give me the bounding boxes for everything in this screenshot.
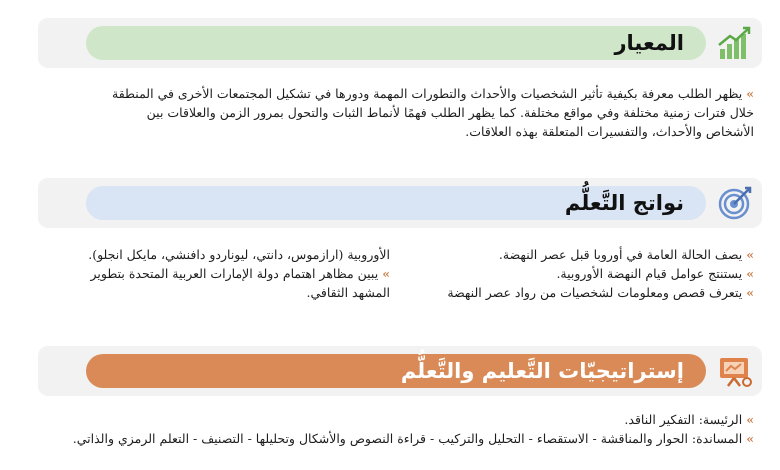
strategy-main: الرئيسة: التفكير الناقد. xyxy=(624,412,743,427)
outcome-item-3-continued: الأوروبية (ارازموس، دانتي، ليوناردو دافنشي، مايكل انجلو). xyxy=(88,247,390,262)
outcomes-right-column xyxy=(424,245,754,302)
outcome-item-3: يتعرف قصص ومعلومات لشخصيات من رواد عصر النهضة xyxy=(447,285,743,300)
bullet-marker: » xyxy=(746,266,754,281)
bullet-marker: » xyxy=(746,247,754,262)
standard-line-1: يظهر الطلب معرفة بكيفية تأثير الشخصيات والأحداث والتطورات المهمة ودورها في تشكيل المجتمعات الأخرى في المنطقة xyxy=(112,86,743,101)
bullet-marker: » xyxy=(746,86,754,101)
standard-line-3: الأشخاص والأحداث، والتفسيرات المتعلقة بهذه العلاقات. xyxy=(465,124,754,139)
outcomes-title-pill xyxy=(86,186,706,220)
outcome-item-4: يبين مظاهر اهتمام دولة الإمارات العربية المتحدة بتطوير xyxy=(90,266,379,281)
standard-title-pill xyxy=(86,26,706,60)
outcomes-title: نواتج التَّعلُّم xyxy=(564,191,684,215)
bullet-marker: » xyxy=(746,431,754,446)
strategies-title-pill xyxy=(86,354,706,388)
strategy-supporting: المساندة: الحوار والمناقشة - الاستقصاء - التحليل والتركيب - قراءة النصوص والأشكال وتحليلها - التصنيف - التعلم الرمزي والذاتي. xyxy=(72,431,743,446)
outcome-item-2: يستنتج عوامل قيام النهضة الأوروبية. xyxy=(556,266,743,281)
target-arrow-icon xyxy=(716,185,754,221)
standard-title: المعيار xyxy=(614,31,684,55)
outcomes-header xyxy=(38,178,762,228)
strategies-title: إستراتيجيّات التَّعليم والتَّعلُّم xyxy=(400,359,684,383)
standard-body xyxy=(38,84,754,141)
outcome-item-4-continued: المشهد الثقافي. xyxy=(306,285,390,300)
bar-chart-growth-icon xyxy=(716,25,754,61)
standard-line-2: خلال فترات زمنية مختلفة وفي مواقع مختلفة. كما يظهر الطلب فهمًا لأنماط الثبات والتحول بمرور الزمن والعلاقات بين xyxy=(146,105,754,120)
bullet-marker: » xyxy=(746,412,754,427)
strategies-header xyxy=(38,346,762,396)
bullet-marker: » xyxy=(746,285,754,300)
bullet-marker: » xyxy=(382,266,390,281)
outcomes-left-column xyxy=(30,245,390,302)
presentation-board-icon xyxy=(716,353,754,389)
outcome-item-1: يصف الحالة العامة في أوروبا قبل عصر النهضة. xyxy=(498,247,743,262)
standard-header xyxy=(38,18,762,68)
strategies-body xyxy=(38,410,754,448)
